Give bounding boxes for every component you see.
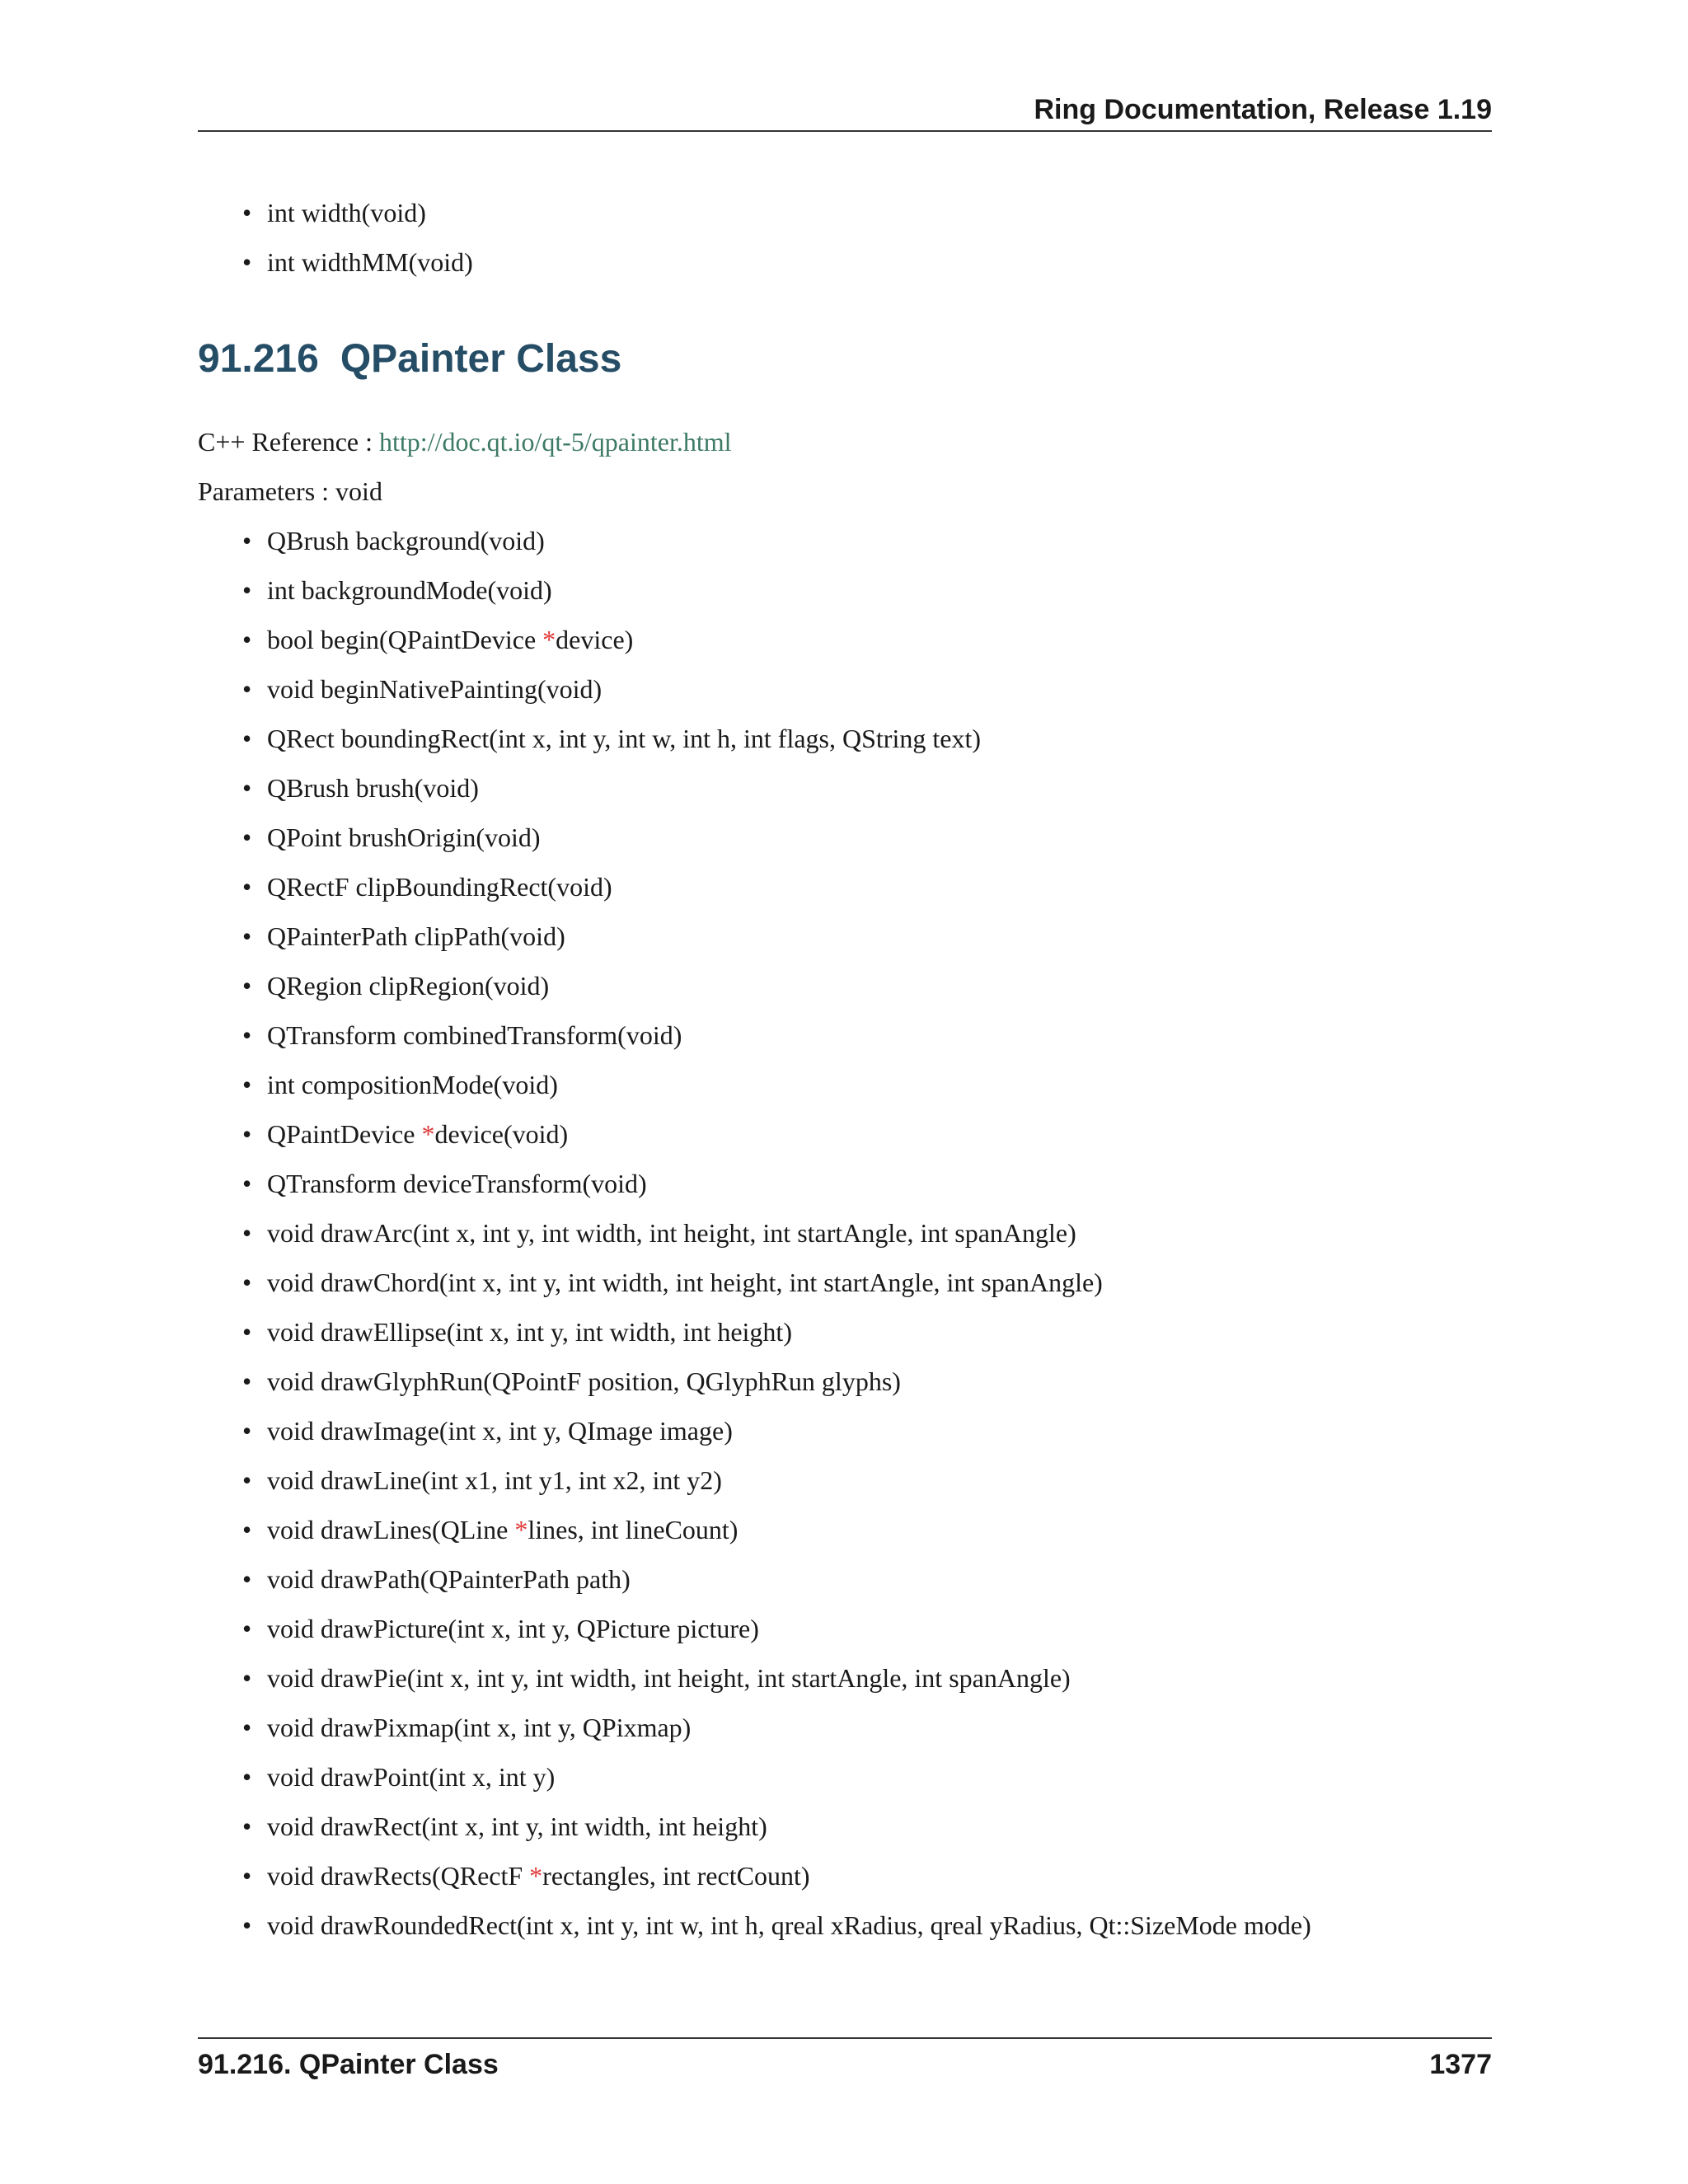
pointer-star: * xyxy=(421,1119,435,1149)
signature-text: bool begin(QPaintDevice xyxy=(267,625,543,654)
method-signature xyxy=(267,724,981,753)
signature-text: void drawArc(int x, int y, int width, int height, int startAngle, int spanAngle) xyxy=(267,1218,1076,1248)
list-item xyxy=(198,1810,1492,1843)
pointer-star: * xyxy=(514,1515,528,1544)
signature-text: device(void) xyxy=(434,1119,569,1149)
bullet-icon: • xyxy=(242,1317,252,1347)
signature-text: void drawPicture(int x, int y, QPicture picture) xyxy=(267,1614,759,1643)
parameters xyxy=(198,475,1492,508)
signature-text: void drawPie(int x, int y, int width, int height, int startAngle, int spanAngle) xyxy=(267,1663,1071,1693)
method-list xyxy=(198,524,1492,1942)
footer-section-label: 91.216. QPainter Class xyxy=(198,2049,499,2080)
signature-text: void drawGlyphRun(QPointF position, QGlyphRun glyphs) xyxy=(267,1366,901,1396)
method-signature xyxy=(267,1515,738,1544)
bullet-icon: • xyxy=(242,1268,252,1297)
bullet-icon: • xyxy=(242,1020,252,1050)
bullet-icon: • xyxy=(242,872,252,902)
method-signature: int width(void) xyxy=(267,198,426,227)
list-item xyxy=(198,524,1492,557)
list-item xyxy=(198,1563,1492,1596)
list-item xyxy=(198,673,1492,705)
list-item xyxy=(198,1464,1492,1497)
signature-text: void beginNativePainting(void) xyxy=(267,674,603,704)
list-item xyxy=(198,1266,1492,1299)
method-signature xyxy=(267,1366,901,1396)
signature-text: lines, int lineCount) xyxy=(528,1515,738,1544)
bullet-icon: • xyxy=(242,1515,252,1544)
method-signature xyxy=(267,1268,1103,1297)
list-item xyxy=(198,1513,1492,1546)
method-signature xyxy=(267,1564,631,1594)
signature-text: int backgroundMode(void) xyxy=(267,575,552,605)
bullet-icon: • xyxy=(242,921,252,951)
section-heading xyxy=(198,336,1492,382)
list-item xyxy=(198,920,1492,953)
document-title: Ring Documentation, Release 1.19 xyxy=(1034,94,1492,125)
method-signature xyxy=(267,1713,691,1742)
signature-text: QPoint brushOrigin(void) xyxy=(267,823,541,852)
list-item xyxy=(198,1711,1492,1744)
bullet-icon: • xyxy=(242,575,252,605)
method-signature xyxy=(267,1762,555,1792)
signature-text: QRectF clipBoundingRect(void) xyxy=(267,872,612,902)
method-signature xyxy=(267,1020,682,1050)
parameters-label: Parameters : xyxy=(198,476,330,506)
cpp-reference-label: C++ Reference : xyxy=(198,427,373,457)
list-item xyxy=(198,1365,1492,1398)
bullet-icon: • xyxy=(242,1465,252,1495)
list-item xyxy=(198,870,1492,903)
signature-text: void drawLine(int x1, int y1, int x2, int y2) xyxy=(267,1465,722,1495)
bullet-icon: • xyxy=(242,971,252,1001)
bullet-icon: • xyxy=(242,1663,252,1693)
signature-text: void drawRect(int x, int y, int width, int height) xyxy=(267,1811,767,1841)
method-signature xyxy=(267,1416,733,1446)
method-signature xyxy=(267,1910,1311,1940)
bullet-icon: • xyxy=(242,625,252,654)
list-item xyxy=(198,969,1492,1002)
method-signature xyxy=(267,921,565,951)
signature-text: QRegion clipRegion(void) xyxy=(267,971,550,1001)
list-item xyxy=(198,246,1492,279)
method-signature xyxy=(267,971,549,1001)
page-number: 1377 xyxy=(1429,2049,1492,2080)
method-signature xyxy=(267,1811,767,1841)
bullet-icon: • xyxy=(242,724,252,753)
list-item xyxy=(198,1661,1492,1694)
signature-text: void drawRoundedRect(int x, int y, int w, int h, qreal xRadius, qreal yRadius, Qt::SizeMode mode) xyxy=(267,1910,1311,1940)
method-signature xyxy=(267,1663,1071,1693)
method-signature xyxy=(267,1861,809,1891)
cpp-reference-link[interactable]: http://doc.qt.io/qt-5/qpainter.html xyxy=(379,427,732,457)
section-title: QPainter Class xyxy=(340,337,622,381)
method-signature xyxy=(267,823,541,852)
list-item xyxy=(198,821,1492,854)
page-content xyxy=(198,196,1492,1958)
list-item xyxy=(198,1859,1492,1892)
method-signature xyxy=(267,526,545,555)
bullet-icon: • xyxy=(242,823,252,852)
list-item xyxy=(198,623,1492,656)
bullet-icon: • xyxy=(242,1366,252,1396)
bullet-icon: • xyxy=(242,1416,252,1446)
method-signature xyxy=(267,1465,722,1495)
signature-text: device) xyxy=(556,625,634,654)
signature-text: void drawRects(QRectF xyxy=(267,1861,530,1891)
bullet-icon: • xyxy=(242,1218,252,1248)
method-signature xyxy=(267,773,479,803)
pointer-star: * xyxy=(542,625,556,654)
signature-text: void drawPixmap(int x, int y, QPixmap) xyxy=(267,1713,692,1742)
signature-text: void drawEllipse(int x, int y, int width, int height) xyxy=(267,1317,792,1347)
bullet-icon: • xyxy=(242,674,252,704)
bullet-icon: • xyxy=(242,1713,252,1742)
method-signature xyxy=(267,872,612,902)
signature-text: void drawChord(int x, int y, int width, int height, int startAngle, int spanAngle) xyxy=(267,1268,1103,1297)
list-item xyxy=(198,771,1492,804)
list-item xyxy=(198,574,1492,607)
bullet-icon: • xyxy=(242,773,252,803)
running-footer xyxy=(198,2037,1492,2085)
continued-method-list xyxy=(198,196,1492,279)
signature-text: void drawImage(int x, int y, QImage image) xyxy=(267,1416,733,1446)
bullet-icon: • xyxy=(242,1614,252,1643)
method-signature xyxy=(267,1218,1076,1248)
bullet-icon: • xyxy=(242,1762,252,1792)
bullet-icon: • xyxy=(242,1811,252,1841)
signature-text: rectangles, int rectCount) xyxy=(542,1861,810,1891)
bullet-icon: • xyxy=(242,1169,252,1198)
signature-text: QBrush background(void) xyxy=(267,526,545,555)
signature-text: void drawPath(QPainterPath path) xyxy=(267,1564,631,1594)
list-item xyxy=(198,1760,1492,1793)
list-item xyxy=(198,1068,1492,1101)
method-signature: int widthMM(void) xyxy=(267,247,473,277)
signature-text: QRect boundingRect(int x, int y, int w, int h, int flags, QString text) xyxy=(267,724,981,753)
method-signature xyxy=(267,1169,647,1198)
signature-text: QTransform deviceTransform(void) xyxy=(267,1169,647,1198)
list-item xyxy=(198,1909,1492,1942)
list-item xyxy=(198,1118,1492,1151)
signature-text: QTransform combinedTransform(void) xyxy=(267,1020,682,1050)
list-item xyxy=(198,196,1492,229)
bullet-icon: • xyxy=(242,1070,252,1099)
bullet-icon: • xyxy=(242,526,252,555)
bullet-icon: • xyxy=(242,247,252,277)
list-item xyxy=(198,1019,1492,1052)
method-signature xyxy=(267,625,633,654)
signature-text: QBrush brush(void) xyxy=(267,773,479,803)
signature-text: QPainterPath clipPath(void) xyxy=(267,921,565,951)
bullet-icon: • xyxy=(242,1564,252,1594)
list-item xyxy=(198,1612,1492,1645)
method-signature xyxy=(267,1317,792,1347)
bullet-icon: • xyxy=(242,198,252,227)
list-item xyxy=(198,1414,1492,1447)
method-signature xyxy=(267,1119,568,1149)
running-header xyxy=(198,89,1492,132)
list-item xyxy=(198,1216,1492,1249)
list-item xyxy=(198,1167,1492,1200)
method-signature xyxy=(267,1070,558,1099)
method-signature xyxy=(267,674,602,704)
list-item xyxy=(198,722,1492,755)
parameters-value: void xyxy=(335,476,382,506)
signature-text: void drawPoint(int x, int y) xyxy=(267,1762,556,1792)
list-item xyxy=(198,1315,1492,1348)
signature-text: int compositionMode(void) xyxy=(267,1070,558,1099)
section-number: 91.216 xyxy=(198,337,319,381)
pointer-star: * xyxy=(529,1861,543,1891)
bullet-icon: • xyxy=(242,1119,252,1149)
method-signature xyxy=(267,1614,759,1643)
method-signature xyxy=(267,575,552,605)
signature-text: void drawLines(QLine xyxy=(267,1515,515,1544)
bullet-icon: • xyxy=(242,1861,252,1891)
signature-text: QPaintDevice xyxy=(267,1119,422,1149)
cpp-reference xyxy=(198,425,1492,458)
bullet-icon: • xyxy=(242,1910,252,1940)
